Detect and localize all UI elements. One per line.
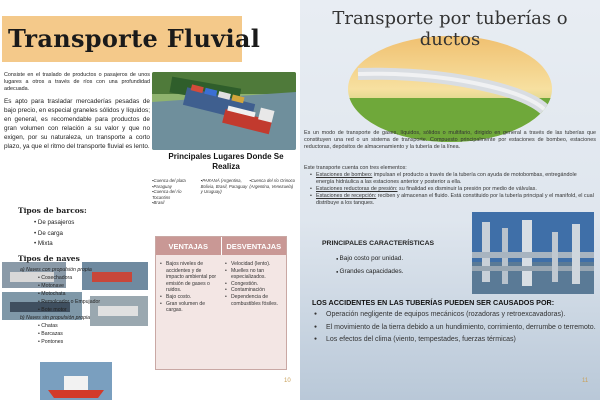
places-column-2: [201, 178, 248, 206]
vessel-item: • Bote motor: [38, 306, 100, 314]
page-number-left: 10: [284, 378, 291, 384]
vessel-types-list: [20, 266, 100, 346]
pros-cons-body: [156, 255, 286, 369]
boat-type-item: • De carga: [34, 229, 74, 240]
pipeline-elements: [304, 165, 596, 207]
place-item: ▪ Paraguay: [152, 184, 199, 190]
river-barge-photo: [152, 72, 296, 150]
pros-cons-header: [156, 237, 286, 255]
place-item: ▪ Brasil: [152, 200, 199, 206]
vessel-item: • Remolcador o Empujador: [38, 298, 100, 306]
accident-item: ● El movimiento de la tierra debido a un hundimiento, corrimiento, derrumbe o terremoto.: [314, 323, 596, 333]
place-item: ▪ PARANÁ (Argentina, Bolivia, Brasil, Paraguay y Uruguay): [201, 178, 248, 195]
advantage-item: • Bajo costo.: [160, 294, 219, 301]
intro-paragraph-big: Es apto para trasladar mercaderías pesadas de bajo precio, en especial graneles sólidos y líquidos; en general, es recomendable para productos de gran volumen con relación a su valor y que no exigen, por su naturaleza, un transporte a corto plazo, ya que el ritmo del transporte fluvial es lento.: [4, 97, 150, 150]
disadvantage-item: • Velocidad (lento).: [225, 261, 284, 268]
boat-types-heading: Tipos de barcos:: [18, 206, 87, 215]
intro-text: [4, 72, 150, 154]
right-page: [300, 0, 600, 400]
advantage-item: • Bajos niveles de accidentes y de impacto ambiental por emisión de gases o ruidos.: [160, 261, 219, 294]
disadvantage-item: • Dependencia de combustibles fósiles.: [225, 294, 284, 307]
element-text: impulsan el producto a través de la tubería con ayuda de motobombas, entregándole energía hidráulica a las estaciones anterior y posterior a ella.: [316, 172, 577, 185]
element-term: Estaciones reductoras de presión:: [316, 186, 398, 192]
boat-type-item: • De pasajeros: [34, 218, 74, 229]
element-item: [310, 193, 596, 207]
characteristics-list: [336, 252, 403, 278]
vessel-item: • Motonave: [38, 282, 100, 290]
accidents-heading: LOS ACCIDENTES EN LAS TUBERÍAS PUEDEN SER CAUSADOS POR:: [312, 298, 555, 307]
disadvantages-column: [221, 255, 286, 369]
vessel-item: • Chatas: [38, 322, 100, 330]
characteristic-item: ● Grandes capacidades.: [336, 265, 403, 278]
elements-intro: Este transporte cuenta con tres elementos:: [304, 165, 407, 171]
boat-types-list: [34, 218, 74, 250]
disadvantage-item: • Congestión.: [225, 281, 284, 288]
title-band: [2, 16, 261, 62]
accidents-list: [314, 310, 596, 348]
vessel-item: • Cosechadora: [38, 274, 100, 282]
vessel-types-heading: Tipos de naves: [18, 254, 80, 263]
advantage-item: • Gran volumen de cargas.: [160, 301, 219, 314]
characteristic-item: ● Bajo costo por unidad.: [336, 252, 403, 265]
element-item: [310, 172, 596, 186]
element-text: su finalidad es disminuir la presión por medio de válvulas.: [397, 186, 537, 192]
element-item: [310, 186, 596, 193]
page-title: Transporte Fluvial: [8, 24, 261, 53]
advantages-column: [156, 255, 221, 369]
pipeline-intro: Es un modo de transporte de gases, líquidos, sólidos o multifario, dirigido en general a través de las tuberías que constituyen una red o un sistema de transporte. Compuesto principalmente por estaciones de bombeo, estaciones reductoras, depósitos de almacenamiento y la tubería de la línea.: [304, 130, 596, 150]
element-text: reciben y almacenan el fluido. Está constituido por la tubería principal y el manifold, el cual distribuye a los tanques.: [316, 193, 594, 206]
vessel-item: • Barcazas: [38, 330, 100, 338]
vessel-item: • Pontones: [38, 338, 100, 346]
vessel-subheading-a: a) Naves con propulsión propia: [20, 267, 92, 273]
page-number-right: 11: [582, 378, 589, 384]
disadvantage-item: • Contaminación: [225, 287, 284, 294]
disadvantages-header: DESVENTAJAS: [222, 237, 287, 255]
place-item: ▪ Cuenca del río Tocantins: [152, 189, 199, 200]
element-term: Estaciones de recepción:: [316, 193, 377, 199]
element-term: Estaciones de bombeo:: [316, 172, 373, 178]
pipe-plant-photo: [472, 212, 594, 294]
places-column-3: [249, 178, 296, 206]
accident-item: ● Los efectos del clima (viento, tempestades, fuerzas térmicas): [314, 335, 596, 345]
pipeline-photo: [348, 36, 552, 142]
accident-item: ● Operación negligente de equipos mecánicos (rozadoras y retroexcavadoras).: [314, 310, 596, 320]
boat-type-item: • Mixta: [34, 239, 74, 250]
characteristics-heading: PRINCIPALES CARACTERÍSTICAS: [322, 240, 435, 247]
page-title-right: Transporte por tuberías o ductos: [332, 8, 568, 50]
disadvantage-item: • Muelles no tan especializados.: [225, 268, 284, 281]
places-column-1: [152, 178, 199, 206]
vessel-subheading-b: b) Naves sin propulsión propia: [20, 315, 91, 321]
place-item: ▪ Cuenca del plata: [152, 178, 199, 184]
advantages-header: VENTAJAS: [156, 237, 222, 255]
intro-paragraph-small: Consiste en el traslado de productos o pasajeros de unos lugares a otros a través de ríos con una profundidad adecuada.: [4, 72, 150, 93]
places-heading: Principales Lugares Donde Se Realiza: [168, 152, 284, 171]
places-list: [152, 178, 296, 206]
place-item: ▪ Cuenca del río Orinoco (Argentina, Venezuela): [249, 178, 296, 189]
pros-cons-table: [155, 236, 287, 370]
vessel-item: • Motochata: [38, 290, 100, 298]
